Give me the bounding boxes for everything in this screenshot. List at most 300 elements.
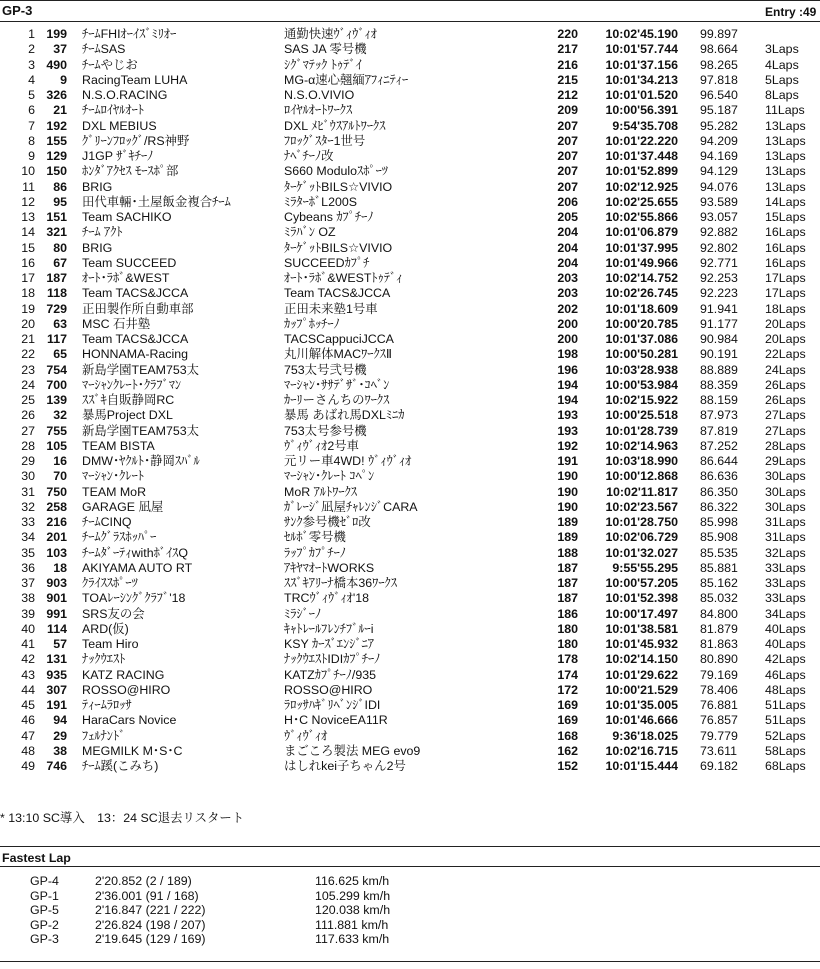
car-number-cell: 150: [46, 164, 67, 179]
car-number-cell: 94: [53, 713, 67, 728]
car-name-cell: ﾏｰｼｬﾝ･ｸﾚｰﾄ ｺﾍﾟﾝ: [284, 469, 375, 484]
table-row: [0, 393, 820, 408]
laps-cell: 191: [557, 454, 578, 468]
car-name-cell: 753太号参号機: [284, 423, 367, 438]
avg-speed-cell: 87.973: [700, 408, 738, 423]
laps-cell: 207: [557, 118, 578, 133]
gap-cell: 29Laps: [765, 454, 806, 468]
gap-cell: 31Laps: [765, 515, 806, 529]
avg-speed-cell: 85.881: [700, 560, 738, 575]
team-cell: 暴馬Project DXL: [82, 408, 173, 423]
gap-cell: 3Laps: [765, 42, 799, 57]
car-name-cell: ﾐﾗﾊﾞﾝ OZ: [284, 225, 336, 240]
gap-cell: 4Laps: [765, 57, 799, 72]
gap-cell: 33Laps: [765, 576, 806, 590]
laps-cell: 193: [557, 408, 578, 423]
total-time-cell: 10:01'34.213: [605, 72, 678, 87]
fastest-lap-top-rule: [0, 846, 820, 847]
laps-cell: 215: [557, 72, 578, 87]
team-cell: ﾏｰｼｬﾝｸﾚｰﾄ･ｸﾗﾌﾞﾏﾝ: [82, 377, 182, 392]
table-row: [0, 729, 820, 744]
team-cell: Team SUCCEED: [82, 255, 177, 270]
total-time-cell: 10:02'26.745: [605, 286, 678, 301]
fastest-lap-table: [0, 874, 820, 947]
avg-speed-cell: 95.282: [700, 118, 738, 133]
total-time-cell: 10:02'16.715: [605, 743, 678, 758]
avg-speed-cell: 88.159: [700, 393, 738, 407]
gap-cell: 51Laps: [765, 698, 806, 712]
gap-cell: 22Laps: [765, 347, 806, 362]
gap-cell: 20Laps: [765, 316, 806, 331]
header-rule: [0, 21, 820, 22]
gap-cell: 13Laps: [765, 149, 806, 163]
position-cell: 26: [21, 408, 35, 423]
position-cell: 8: [28, 133, 35, 148]
lap-time-cell: 2'36.001 (91 / 168): [95, 888, 199, 903]
team-cell: TEAM MoR: [82, 484, 147, 499]
car-number-cell: 105: [46, 438, 67, 453]
car-name-cell: ﾐﾗｼﾞｰﾉ: [284, 606, 322, 621]
car-number-cell: 67: [53, 255, 67, 270]
avg-speed-cell: 90.984: [700, 332, 738, 346]
car-number-cell: 746: [46, 759, 67, 773]
gap-cell: 26Laps: [765, 377, 806, 392]
avg-speed-cell: 76.857: [700, 713, 738, 728]
car-number-cell: 935: [46, 667, 67, 682]
team-cell: ROSSO@HIRO: [82, 682, 171, 697]
car-number-cell: 86: [53, 179, 67, 194]
class-cell: GP-5: [30, 903, 59, 917]
laps-cell: 194: [557, 377, 578, 392]
car-number-cell: 258: [46, 499, 67, 514]
table-row: [0, 515, 820, 530]
avg-speed-cell: 93.589: [700, 194, 738, 209]
car-number-cell: 490: [46, 57, 67, 72]
car-name-cell: 元リー車4WD! ｳﾞｨｳﾞｨｵ: [284, 454, 412, 468]
total-time-cell: 10:00'50.281: [605, 347, 678, 362]
gap-cell: 17Laps: [765, 286, 806, 301]
total-time-cell: 10:02'14.150: [605, 652, 678, 667]
total-time-cell: 10:02'45.190: [605, 27, 678, 41]
position-cell: 49: [21, 759, 35, 773]
avg-speed-cell: 94.129: [700, 164, 738, 179]
gap-cell: 16Laps: [765, 240, 806, 255]
team-cell: RacingTeam LUHA: [82, 72, 188, 87]
position-cell: 18: [21, 286, 35, 301]
laps-cell: 168: [557, 728, 578, 743]
laps-cell: 189: [557, 515, 578, 529]
total-time-cell: 10:01'57.744: [605, 42, 678, 57]
table-row: [0, 637, 820, 652]
gap-cell: 15Laps: [765, 210, 806, 224]
fastest-lap-header-rule: [0, 866, 820, 867]
laps-cell: 212: [557, 88, 578, 102]
car-number-cell: 131: [46, 652, 67, 667]
car-number-cell: 729: [46, 301, 67, 316]
laps-cell: 217: [557, 42, 578, 57]
gap-cell: 68Laps: [765, 759, 806, 773]
laps-cell: 189: [557, 530, 578, 545]
table-row: [0, 149, 820, 164]
car-number-cell: 187: [46, 271, 67, 285]
car-number-cell: 29: [53, 728, 67, 743]
speed-cell: 120.038 km/h: [315, 903, 391, 917]
team-cell: ﾌｪﾙﾅﾝﾄﾞ: [82, 728, 126, 743]
laps-cell: 193: [557, 423, 578, 438]
team-cell: HONNAMA-Racing: [82, 347, 189, 362]
total-time-cell: 10:01'46.666: [605, 713, 678, 728]
speed-cell: 105.299 km/h: [315, 888, 391, 903]
avg-speed-cell: 85.908: [700, 530, 738, 545]
avg-speed-cell: 92.771: [700, 255, 738, 270]
table-row: [0, 119, 820, 134]
table-row: [0, 454, 820, 469]
laps-cell: 207: [557, 149, 578, 163]
avg-speed-cell: 87.252: [700, 438, 738, 453]
total-time-cell: 10:00'57.205: [605, 576, 678, 590]
table-row: [0, 698, 820, 713]
team-cell: ﾁｰﾑﾛｲﾔﾙｵｰﾄ: [82, 103, 144, 118]
car-name-cell: TRCｳﾞｨｳﾞｨｵ'18: [284, 591, 369, 606]
car-name-cell: Team TACS&JCCA: [284, 286, 391, 301]
car-name-cell: ﾏｰｼｬﾝ･ｻｻﾃﾞｻﾞ･ｺﾍﾞﾝ: [284, 377, 390, 392]
avg-speed-cell: 81.863: [700, 637, 738, 651]
laps-cell: 207: [557, 133, 578, 148]
total-time-cell: 10:00'56.391: [605, 103, 678, 118]
total-time-cell: 10:02'25.655: [605, 194, 678, 209]
position-cell: 31: [21, 484, 35, 499]
car-number-cell: 199: [46, 27, 67, 41]
avg-speed-cell: 92.223: [700, 286, 738, 301]
position-cell: 24: [21, 377, 35, 392]
avg-speed-cell: 88.889: [700, 362, 738, 377]
class-cell: GP-1: [30, 888, 59, 903]
position-cell: 27: [21, 423, 35, 438]
position-cell: 11: [22, 179, 35, 194]
laps-cell: 204: [557, 225, 578, 240]
gap-cell: 40Laps: [765, 637, 806, 651]
laps-cell: 187: [557, 591, 578, 606]
position-cell: 20: [21, 316, 35, 331]
table-row: [0, 256, 820, 271]
total-time-cell: 10:01'35.005: [605, 698, 678, 712]
car-name-cell: S660 Moduloｽﾎﾟｰﾂ: [284, 164, 388, 179]
position-cell: 36: [21, 560, 35, 575]
total-time-cell: 10:01'22.220: [605, 133, 678, 148]
speed-cell: 117.633 km/h: [315, 932, 390, 946]
position-cell: 47: [21, 728, 35, 743]
car-name-cell: KSY ｶｰｽﾞｴﾝｼﾞﾆｱ: [284, 637, 374, 651]
gap-cell: 27Laps: [765, 423, 806, 438]
total-time-cell: 10:01'37.995: [605, 240, 678, 255]
table-row: [0, 530, 820, 545]
car-number-cell: 201: [46, 530, 67, 545]
car-name-cell: 通勤快速ｳﾞｨｳﾞｨｵ: [284, 27, 377, 41]
table-row: [0, 683, 820, 698]
avg-speed-cell: 92.253: [700, 271, 738, 285]
gap-cell: 30Laps: [765, 469, 806, 484]
position-cell: 4: [28, 72, 35, 87]
position-cell: 5: [28, 88, 35, 102]
avg-speed-cell: 92.882: [700, 225, 738, 240]
team-cell: ﾁｰﾑSAS: [82, 42, 126, 57]
team-cell: DXL MEBIUS: [82, 118, 157, 133]
table-row: [0, 134, 820, 149]
position-cell: 43: [21, 667, 35, 682]
car-number-cell: 903: [46, 576, 67, 590]
bottom-rule: [0, 961, 820, 962]
car-name-cell: ﾐﾗﾀｰﾎﾞL200S: [284, 194, 358, 209]
total-time-cell: 10:01'45.932: [605, 637, 678, 651]
position-cell: 29: [21, 454, 35, 468]
team-cell: 新島学園TEAM753太: [82, 423, 200, 438]
car-name-cell: ｽｽﾞｷｱﾘｰﾅ橋本36ﾜｰｸｽ: [284, 576, 397, 590]
total-time-cell: 10:02'12.925: [605, 179, 678, 194]
table-row: [0, 73, 820, 88]
gap-cell: 34Laps: [765, 606, 806, 621]
total-time-cell: 10:01'32.027: [605, 545, 678, 560]
total-time-cell: 10:01'18.609: [605, 301, 678, 316]
laps-cell: 203: [557, 271, 578, 285]
table-row: [0, 408, 820, 423]
total-time-cell: 10:01'06.879: [605, 225, 678, 240]
team-cell: TEAM BISTA: [82, 438, 155, 453]
car-number-cell: 991: [46, 606, 67, 621]
total-time-cell: 10:01'37.086: [605, 332, 678, 346]
total-time-cell: 10:01'52.899: [605, 164, 678, 179]
laps-cell: 207: [557, 179, 578, 194]
laps-cell: 172: [557, 682, 578, 697]
table-row: [0, 347, 820, 362]
table-row: [0, 469, 820, 484]
laps-cell: 180: [557, 637, 578, 651]
position-cell: 6: [28, 103, 35, 118]
car-name-cell: 暴馬 あばれ馬DXLﾐﾆｶ: [284, 408, 405, 423]
gap-cell: 32Laps: [765, 545, 806, 560]
team-cell: GARAGE 凪屋: [82, 499, 164, 514]
team-cell: Team SACHIKO: [82, 210, 172, 224]
position-cell: 2: [28, 42, 35, 57]
table-row: [0, 500, 820, 515]
team-cell: 田代車輛･土屋飯金複合ﾁｰﾑ: [82, 194, 231, 209]
top-rule: [0, 0, 820, 1]
team-cell: MEGMILK M･S･C: [82, 743, 183, 758]
fastest-lap-row: [0, 932, 820, 947]
gap-cell: 46Laps: [765, 667, 806, 682]
laps-cell: 174: [557, 667, 578, 682]
gap-cell: 58Laps: [765, 743, 806, 758]
lap-time-cell: 2'16.847 (221 / 222): [95, 903, 206, 917]
car-number-cell: 129: [46, 149, 67, 163]
team-cell: HaraCars Novice: [82, 713, 177, 728]
avg-speed-cell: 85.535: [700, 545, 738, 560]
team-cell: BRIG: [82, 179, 113, 194]
table-row: [0, 241, 820, 256]
avg-speed-cell: 88.359: [700, 377, 738, 392]
team-cell: ﾁｰﾑFHIｵｰｲｽﾞﾐﾘｵｰ: [82, 27, 177, 41]
team-cell: Team Hiro: [82, 637, 139, 651]
gap-cell: 48Laps: [765, 682, 806, 697]
car-name-cell: ｳﾞｨｳﾞｨｵ: [284, 728, 328, 743]
position-cell: 30: [21, 469, 35, 484]
avg-speed-cell: 86.322: [700, 499, 738, 514]
position-cell: 12: [21, 194, 35, 209]
laps-cell: 205: [557, 210, 578, 224]
avg-speed-cell: 87.819: [700, 423, 738, 438]
team-cell: MSC 石井塾: [82, 316, 151, 331]
avg-speed-cell: 94.169: [700, 149, 738, 163]
team-cell: ｽｽﾞｷ自販静岡RC: [82, 393, 175, 407]
car-name-cell: ﾅｯｸｳｴｽﾄIDIｶﾌﾟﾁｰﾉ: [284, 652, 381, 667]
total-time-cell: 10:02'14.752: [605, 271, 678, 285]
car-name-cell: ｾﾙﾎﾞ零号機: [284, 530, 346, 545]
car-number-cell: 70: [53, 469, 67, 484]
gap-cell: 16Laps: [765, 225, 806, 240]
position-cell: 7: [28, 118, 35, 133]
total-time-cell: 10:01'01.520: [605, 88, 678, 102]
team-cell: ﾎﾝﾀﾞｱｸｾｽ ﾓｰｽﾎﾟ部: [82, 164, 179, 179]
total-time-cell: 10:00'25.518: [605, 408, 678, 423]
avg-speed-cell: 96.540: [700, 88, 738, 102]
table-row: [0, 164, 820, 179]
position-cell: 15: [21, 240, 35, 255]
laps-cell: 187: [557, 576, 578, 590]
car-name-cell: ｼｸﾞﾏﾃｯｸ ﾄｩﾃﾞｲ: [284, 57, 362, 72]
laps-cell: 188: [557, 545, 578, 560]
team-cell: ﾁｰﾑﾀﾞｰﾃｨwithﾎﾞｲｽQ: [82, 545, 189, 560]
table-row: [0, 652, 820, 667]
laps-cell: 180: [557, 621, 578, 636]
car-name-cell: ｳﾞｨｳﾞｨｵ2号車: [284, 438, 360, 453]
total-time-cell: 10:01'49.966: [605, 255, 678, 270]
position-cell: 32: [21, 499, 35, 514]
avg-speed-cell: 85.032: [700, 591, 738, 606]
table-row: [0, 591, 820, 606]
gap-cell: 17Laps: [765, 271, 806, 285]
class-cell: GP-2: [30, 917, 59, 932]
team-cell: J1GP ｻﾞｷﾁｰﾉ: [82, 149, 154, 163]
laps-cell: 204: [557, 255, 578, 270]
gap-cell: 8Laps: [765, 88, 799, 102]
car-number-cell: 80: [53, 240, 67, 255]
team-cell: SRS友の会: [82, 606, 145, 621]
laps-cell: 152: [557, 759, 578, 773]
car-name-cell: ﾛｲﾔﾙｵｰﾄﾜｰｸｽ: [284, 103, 353, 118]
car-name-cell: ﾌﾛｯｸﾞｽﾀｰ1世号: [284, 133, 366, 148]
gap-cell: 5Laps: [765, 72, 799, 87]
table-row: [0, 42, 820, 57]
car-name-cell: SAS JA 零号機: [284, 42, 367, 57]
car-name-cell: ｷｬﾄﾚｰﾙﾌﾚﾝﾁﾌﾞﾙｰi: [284, 621, 374, 636]
total-time-cell: 10:00'17.497: [605, 606, 678, 621]
total-time-cell: 10:02'06.729: [605, 530, 678, 545]
avg-speed-cell: 76.881: [700, 698, 738, 712]
car-number-cell: 65: [53, 347, 67, 362]
total-time-cell: 10:01'28.750: [605, 515, 678, 529]
total-time-cell: 10:02'15.922: [605, 393, 678, 407]
position-cell: 14: [21, 225, 35, 240]
car-name-cell: ﾗﾛｯｻﾊｷﾞﾘﾍﾞﾝｼﾞIDI: [284, 698, 381, 712]
car-number-cell: 139: [46, 393, 67, 407]
car-number-cell: 191: [46, 698, 67, 712]
total-time-cell: 10:01'52.398: [605, 591, 678, 606]
table-row: [0, 439, 820, 454]
team-cell: ｵｰﾄ･ﾗﾎﾞ&WEST: [82, 271, 170, 285]
car-number-cell: 95: [53, 194, 67, 209]
laps-cell: 190: [557, 499, 578, 514]
car-name-cell: ｶｰﾘーさんちのﾜｰｸｽ: [284, 393, 390, 407]
laps-cell: 162: [557, 743, 578, 758]
car-number-cell: 103: [46, 545, 67, 560]
position-cell: 35: [21, 545, 35, 560]
team-cell: Team TACS&JCCA: [82, 332, 189, 346]
total-time-cell: 10:02'23.567: [605, 499, 678, 514]
total-time-cell: 10:03'18.990: [605, 454, 678, 468]
avg-speed-cell: 69.182: [700, 759, 738, 773]
position-cell: 16: [21, 255, 35, 270]
avg-speed-cell: 91.177: [700, 316, 738, 331]
gap-cell: 33Laps: [765, 591, 806, 606]
team-cell: 正田製作所自動車部: [82, 301, 194, 316]
gap-cell: 40Laps: [765, 621, 806, 636]
team-cell: ﾁｰﾑｸﾞﾗｽﾎｯﾊﾟｰ: [82, 530, 157, 545]
table-row: [0, 378, 820, 393]
laps-cell: 190: [557, 484, 578, 499]
table-row: [0, 58, 820, 73]
avg-speed-cell: 99.897: [700, 27, 738, 41]
table-row: [0, 576, 820, 591]
car-number-cell: 192: [46, 118, 67, 133]
total-time-cell: 10:01'28.739: [605, 423, 678, 438]
position-cell: 41: [21, 637, 35, 651]
laps-cell: 206: [557, 194, 578, 209]
car-number-cell: 155: [46, 133, 67, 148]
table-row: [0, 424, 820, 439]
car-name-cell: ｻﾝｸ参号機ｾﾞﾛ改: [284, 515, 371, 529]
avg-speed-cell: 81.879: [700, 621, 738, 636]
car-name-cell: ﾗｯﾌﾟｶﾌﾟﾁｰﾉ: [284, 545, 346, 560]
fastest-lap-row: [0, 874, 820, 889]
car-number-cell: 118: [47, 286, 67, 301]
position-cell: 48: [21, 743, 35, 758]
position-cell: 3: [28, 57, 35, 72]
car-number-cell: 18: [53, 560, 67, 575]
table-row: [0, 363, 820, 378]
laps-cell: 207: [557, 164, 578, 179]
car-name-cell: ﾅﾍﾞﾁｰﾉ改: [284, 149, 334, 163]
entry-count: Entry :49: [765, 5, 817, 19]
total-time-cell: 10:00'21.529: [605, 682, 678, 697]
table-row: [0, 88, 820, 103]
table-row: [0, 759, 820, 774]
car-name-cell: ｵｰﾄ･ﾗﾎﾞ&WESTﾄｩﾃﾞｨ: [284, 271, 403, 285]
position-cell: 40: [21, 621, 35, 636]
car-name-cell: ﾀｰｹﾞｯﾄBILS☆VIVIO: [284, 179, 393, 194]
car-number-cell: 321: [46, 225, 67, 240]
table-row: [0, 607, 820, 622]
position-cell: 39: [21, 606, 35, 621]
laps-cell: 203: [557, 286, 578, 301]
total-time-cell: 10:01'38.581: [605, 621, 678, 636]
team-cell: BRIG: [82, 240, 113, 255]
gap-cell: 27Laps: [765, 408, 806, 423]
class-label: GP-3: [2, 3, 33, 18]
laps-cell: 209: [557, 103, 578, 118]
car-number-cell: 901: [46, 591, 67, 606]
car-name-cell: ｱｷﾔﾏｵｰﾄWORKS: [284, 560, 375, 575]
laps-cell: 196: [557, 362, 578, 377]
team-cell: ﾁｰﾑ ｱｸﾄ: [82, 225, 123, 240]
